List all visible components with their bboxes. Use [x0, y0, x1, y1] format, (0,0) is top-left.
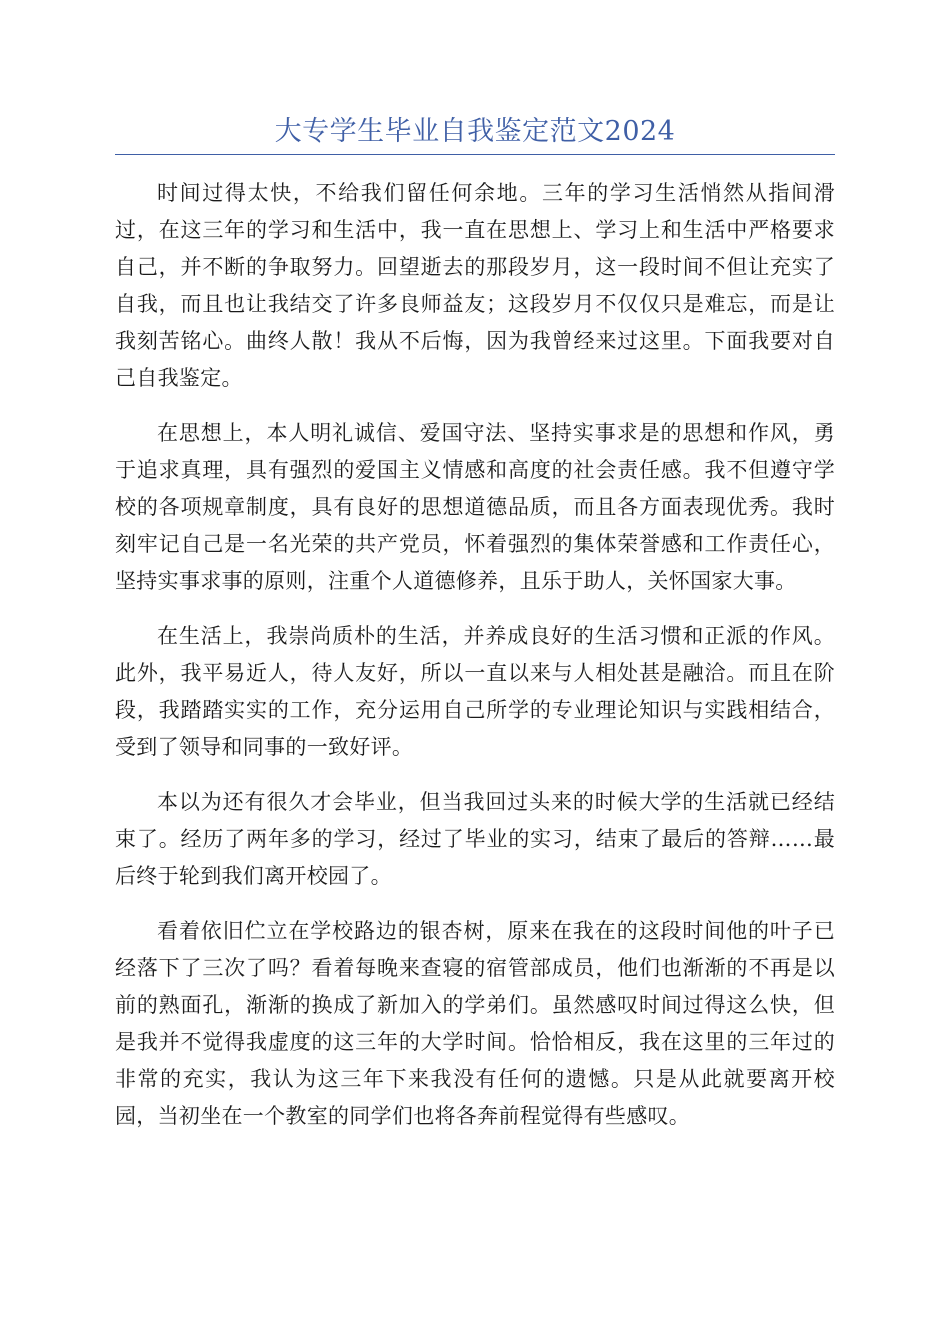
- paragraph-3: 在生活上，我崇尚质朴的生活，并养成良好的生活习惯和正派的作风。此外，我平易近人，待人友好，所以一直以来与人相处甚是融洽。而且在阶段，我踏踏实实的工作，充分运用自己所学的专业理论知识与实践相结合，受到了领导和同事的一致好评。: [115, 624, 835, 759]
- paragraph-4: 本以为还有很久才会毕业，但当我回过头来的时候大学的生活就已经结束了。经历了两年多的学习，经过了毕业的实习，结束了最后的答辩……最后终于轮到我们离开校园了。: [115, 790, 835, 888]
- paragraph-5: 看着依旧伫立在学校路边的银杏树，原来在我在的这段时间他的叶子已经落下了三次了吗？看着每晚来查寝的宿管部成员，他们也渐渐的不再是以前的熟面孔，渐渐的换成了新加入的学弟们。虽然感叹时间过得这么快，但是我并不觉得我虚度的这三年的大学时间。恰恰相反，我在这里的三年过的非常的充实，我认为这三年下来我没有任何的遗憾。只是从此就要离开校园，当初坐在一个教室的同学们也将各奔前程觉得有些感叹。: [115, 919, 835, 1128]
- document-title: 大专学生毕业自我鉴定范文2024: [274, 116, 676, 147]
- paragraph-2: 在思想上，本人明礼诚信、爱国守法、坚持实事求是的思想和作风，勇于追求真理，具有强烈的爱国主义情感和高度的社会责任感。我不但遵守学校的各项规章制度，具有良好的思想道德品质，而且各方面表现优秀。我时刻牢记自己是一名光荣的共产党员，怀着强烈的集体荣誉感和工作责任心，坚持实事求事的原则，注重个人道德修养，且乐于助人，关怀国家大事。: [115, 421, 835, 593]
- document-body: [115, 175, 835, 1153]
- title-underline: [115, 154, 835, 155]
- paragraph-1: 时间过得太快，不给我们留任何余地。三年的学习生活悄然从指间滑过，在这三年的学习和生活中，我一直在思想上、学习上和生活中严格要求自己，并不断的争取努力。回望逝去的那段岁月，这一段时间不但让充实了自我，而且也让我结交了许多良师益友；这段岁月不仅仅只是难忘，而是让我刻苦铭心。曲终人散！我从不后悔，因为我曾经来过这里。下面我要对自己自我鉴定。: [115, 181, 835, 390]
